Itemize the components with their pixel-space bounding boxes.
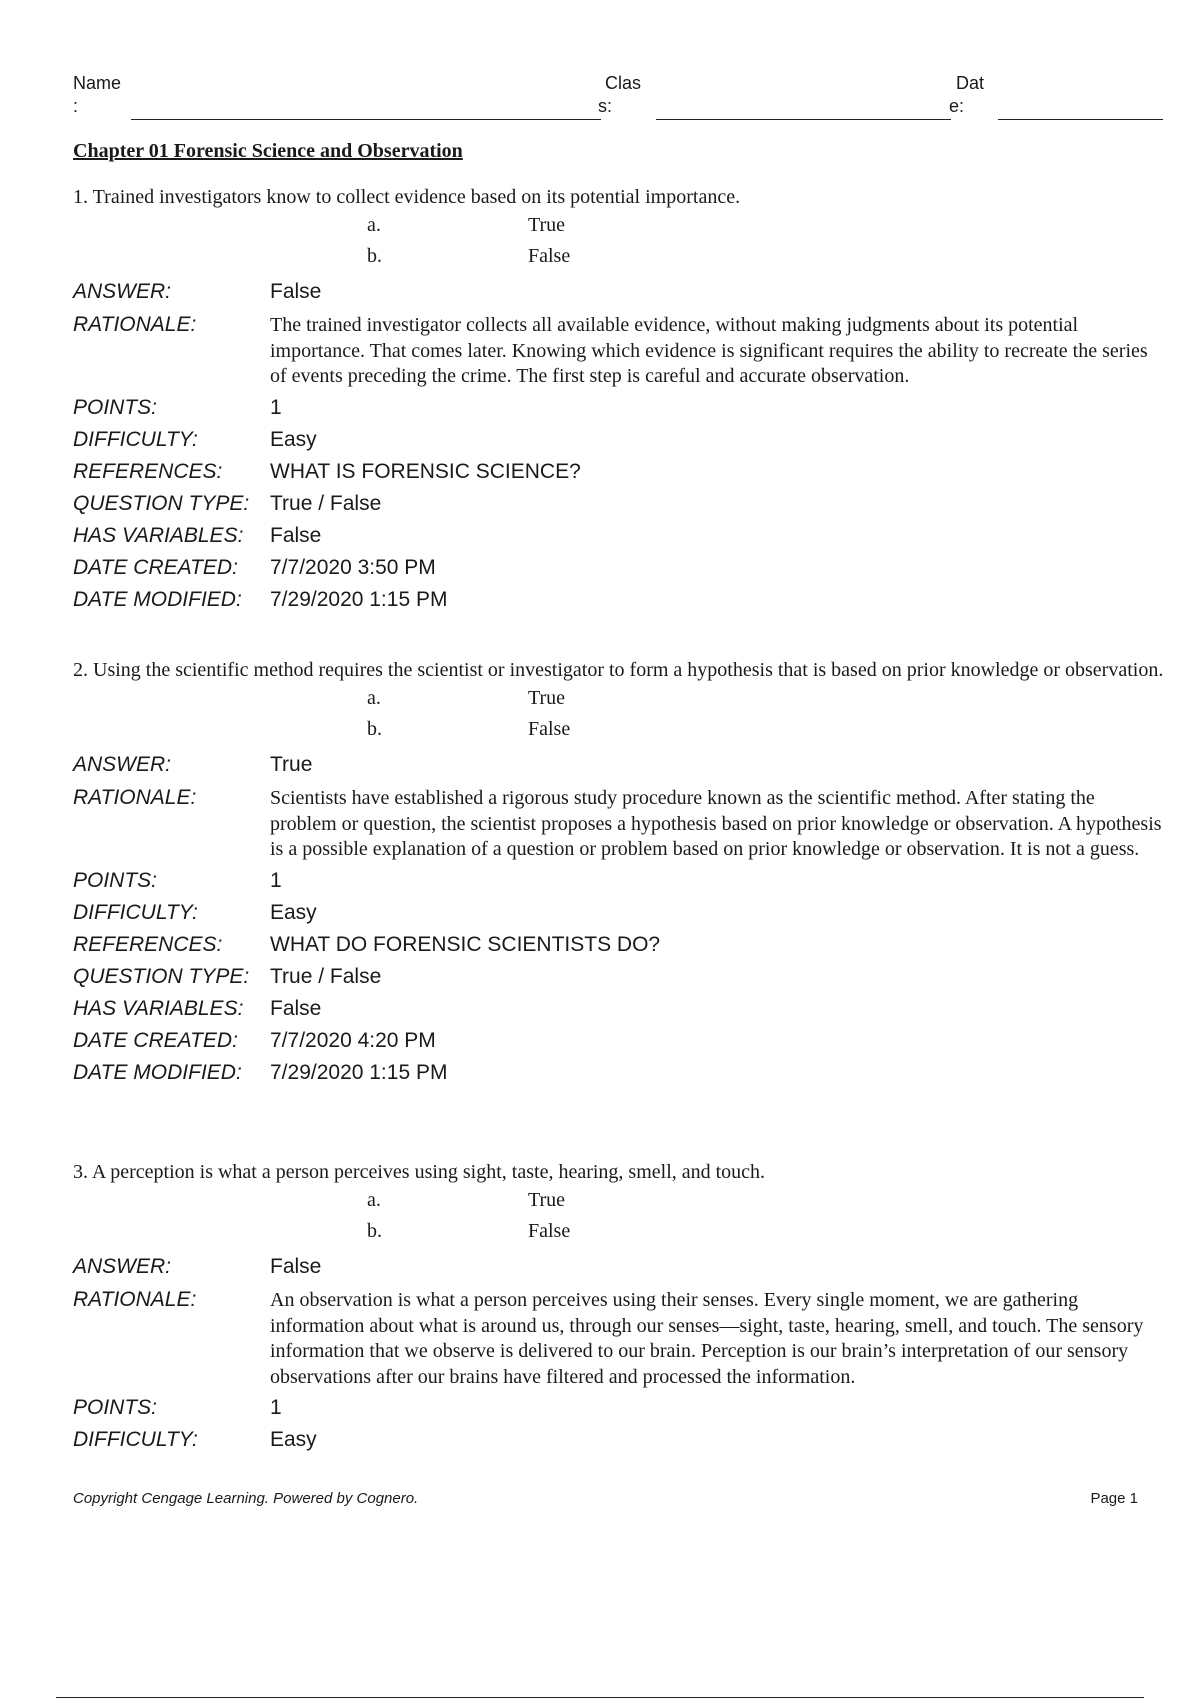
references-value: WHAT IS FORENSIC SCIENCE? <box>270 459 581 483</box>
difficulty-row <box>73 897 1165 929</box>
rationale-row <box>73 309 1165 390</box>
option-text: False <box>528 245 571 267</box>
points-value: 1 <box>270 868 282 892</box>
option-letter: b. <box>367 245 382 267</box>
question-text: 2. Using the scientific method requires the scientist or investigator to form a hypothesis that is based on prior knowledge or observation. <box>73 659 1164 681</box>
option-text: False <box>528 718 571 740</box>
name-colon: : <box>73 96 79 116</box>
class-colon: s: <box>598 96 613 116</box>
rationale-label: RATIONALE: <box>73 786 197 809</box>
question-text: 3. A perception is what a person perceives using sight, taste, hearing, smell, and touch. <box>73 1161 766 1183</box>
option-row <box>73 1189 1165 1220</box>
date-created-label: DATE CREATED: <box>73 555 238 579</box>
has-variables-row <box>73 993 1165 1025</box>
question-block <box>73 185 1165 616</box>
option-letter: a. <box>367 1189 381 1211</box>
question-type-row <box>73 488 1165 520</box>
answer-row <box>73 1251 1165 1283</box>
points-value: 1 <box>270 1396 282 1419</box>
rationale-label: RATIONALE: <box>73 313 197 336</box>
points-label: POINTS: <box>73 395 158 419</box>
class-field-line[interactable] <box>656 119 951 120</box>
rationale-label: RATIONALE: <box>73 1288 197 1311</box>
points-label: POINTS: <box>73 868 158 892</box>
answer-label: ANSWER: <box>73 1255 172 1278</box>
answer-value: True <box>270 753 313 776</box>
difficulty-value: Easy <box>270 900 317 924</box>
has-variables-row <box>73 520 1165 552</box>
answer-value: False <box>270 280 322 303</box>
difficulty-row <box>73 1424 1165 1456</box>
date-modified-value: 7/29/2020 1:15 PM <box>270 587 448 611</box>
option-row <box>73 214 1165 245</box>
date-modified-label: DATE MODIFIED: <box>73 587 242 611</box>
date-modified-row <box>73 1057 1165 1089</box>
rationale-text: The trained investigator collects all available evidence, without making judgments about its potential importance. That comes later. Knowing which evidence is significant requires the ability to recreate the series of events preceding the crime. The first step is careful and accurate observation. <box>270 314 1148 387</box>
references-label: REFERENCES: <box>73 932 223 956</box>
chapter-title: Chapter 01 Forensic Science and Observation <box>73 140 463 162</box>
difficulty-label: DIFFICULTY: <box>73 427 198 451</box>
page-footer <box>73 1490 1138 1507</box>
date-created-label: DATE CREATED: <box>73 1028 238 1052</box>
rationale-text: An observation is what a person perceives using their senses. Every single moment, we are gathering information about what is around us, through our senses—sight, taste, hearing, smell, and touch. The sensory information that we observe is delivered to our brain. Perception is our brain’s interpretation of our sensory observations after our brains have filtered and processed the information. <box>270 1289 1144 1388</box>
question-type-label: QUESTION TYPE: <box>73 491 250 515</box>
has-variables-label: HAS VARIABLES: <box>73 523 244 547</box>
difficulty-row <box>73 424 1165 456</box>
option-row <box>73 718 1165 749</box>
references-value: WHAT DO FORENSIC SCIENTISTS DO? <box>270 932 661 956</box>
question-block <box>73 658 1165 1089</box>
date-field-line[interactable] <box>998 119 1163 120</box>
references-label: REFERENCES: <box>73 459 223 483</box>
option-row <box>73 687 1165 718</box>
class-label: Clas <box>605 73 642 93</box>
answer-row <box>73 276 1165 308</box>
option-text: True <box>528 214 566 236</box>
points-row <box>73 1392 1165 1424</box>
points-row <box>73 392 1165 424</box>
has-variables-label: HAS VARIABLES: <box>73 996 244 1020</box>
date-created-row <box>73 1025 1165 1057</box>
points-row <box>73 865 1165 897</box>
date-modified-label: DATE MODIFIED: <box>73 1060 242 1084</box>
references-row <box>73 929 1165 961</box>
difficulty-label: DIFFICULTY: <box>73 1428 198 1451</box>
difficulty-label: DIFFICULTY: <box>73 900 198 924</box>
copyright-text: Copyright Cengage Learning. Powered by Cognero. <box>73 1490 419 1507</box>
option-text: True <box>528 1189 566 1211</box>
option-letter: b. <box>367 1220 382 1242</box>
date-created-value: 7/7/2020 4:20 PM <box>270 1028 436 1052</box>
option-text: True <box>528 687 566 709</box>
rationale-text: Scientists have established a rigorous study procedure known as the scientific method. After stating the problem or question, the scientist proposes a hypothesis based on prior knowledge or observation. A hypothesis is a possible explanation of a question or problem based on prior knowledge or observation. It is not a guess. <box>270 787 1162 860</box>
option-letter: a. <box>367 214 381 236</box>
option-row <box>73 245 1165 276</box>
answer-label: ANSWER: <box>73 753 172 776</box>
question-type-value: True / False <box>270 491 382 515</box>
date-colon: e: <box>949 96 965 116</box>
difficulty-value: Easy <box>270 1428 317 1451</box>
option-row <box>73 1220 1165 1251</box>
date-created-row <box>73 552 1165 584</box>
references-row <box>73 456 1165 488</box>
question-block <box>73 1160 1165 1456</box>
date-modified-value: 7/29/2020 1:15 PM <box>270 1060 448 1084</box>
date-modified-row <box>73 584 1165 616</box>
rationale-row <box>73 1284 1165 1390</box>
date-label: Dat <box>956 73 985 93</box>
option-text: False <box>528 1220 571 1242</box>
page-bottom-rule <box>56 1697 1144 1698</box>
option-letter: b. <box>367 718 382 740</box>
date-created-value: 7/7/2020 3:50 PM <box>270 555 436 579</box>
has-variables-value: False <box>270 523 322 547</box>
answer-row <box>73 749 1165 781</box>
has-variables-value: False <box>270 996 322 1020</box>
rationale-row <box>73 782 1165 863</box>
points-label: POINTS: <box>73 1396 158 1419</box>
question-text: 1. Trained investigators know to collect evidence based on its potential importance. <box>73 186 741 208</box>
difficulty-value: Easy <box>270 427 317 451</box>
question-type-row <box>73 961 1165 993</box>
answer-label: ANSWER: <box>73 280 172 303</box>
points-value: 1 <box>270 395 282 419</box>
page-number: Page 1 <box>1090 1490 1138 1507</box>
answer-value: False <box>270 1255 322 1278</box>
header <box>73 72 1165 124</box>
question-type-value: True / False <box>270 964 382 988</box>
question-type-label: QUESTION TYPE: <box>73 964 250 988</box>
name-label: Name <box>73 73 122 93</box>
option-letter: a. <box>367 687 381 709</box>
name-field-line[interactable] <box>131 119 601 120</box>
